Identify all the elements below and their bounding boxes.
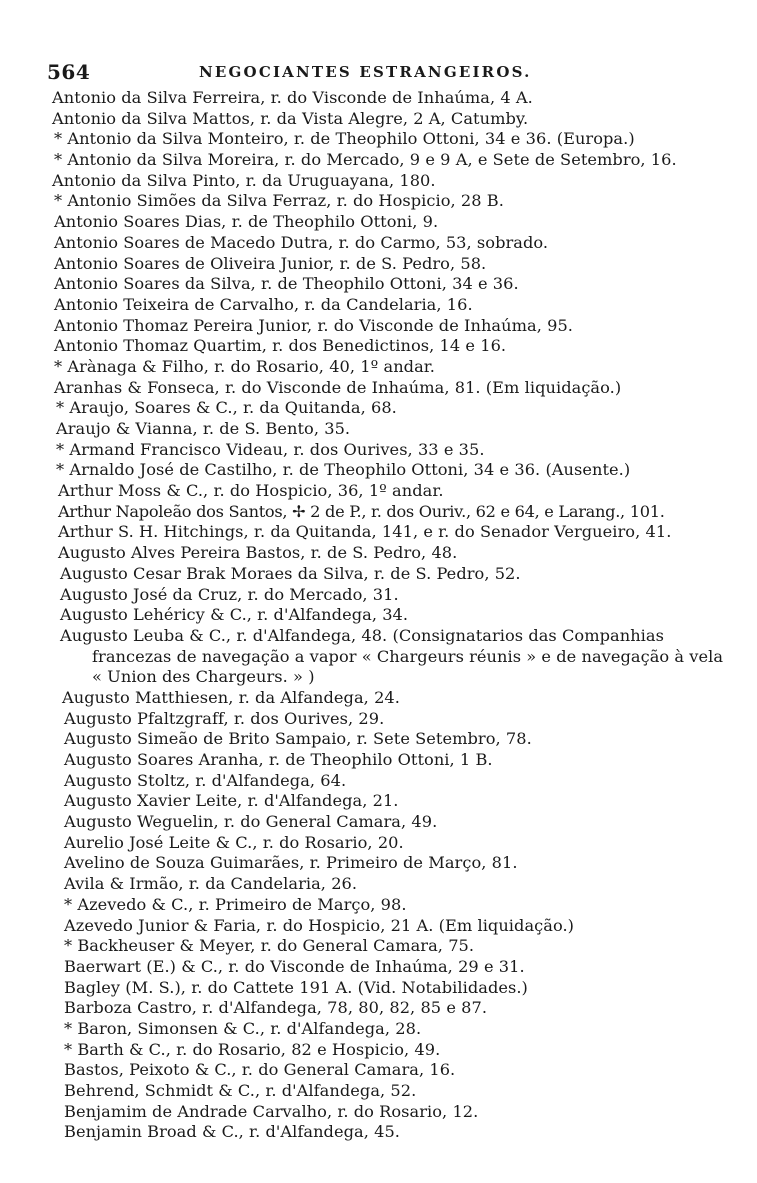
merchant-entry: Augusto Leuba & C., r. d'Alfandega, 48. (Consignatarios das Companhias — [60, 625, 664, 645]
merchant-entry: * Arnaldo José de Castilho, r. de Theophilo Ottoni, 34 e 36. (Ausente.) — [56, 460, 631, 480]
merchant-entry: * Antonio da Silva Monteiro, r. de Theophilo Ottoni, 34 e 36. (Europa.) — [54, 129, 635, 149]
merchant-entry: Barboza Castro, r. d'Alfandega, 78, 80, 82, 85 e 87. — [64, 998, 488, 1018]
merchant-entry: Aurelio José Leite & C., r. do Rosario, 20. — [64, 832, 404, 852]
entry-continuation-line: francezas de navegação a vapor « Chargeurs réunis » e de navegação à vela — [92, 646, 724, 666]
merchant-entry: Bagley (M. S.), r. do Cattete 191 A. (Vid. Notabilidades.) — [64, 977, 528, 997]
merchant-entry: Baerwart (E.) & C., r. do Visconde de Inhaúma, 29 e 31. — [64, 956, 525, 976]
page-header — [47, 60, 707, 86]
merchant-entry: Antonio Soares de Oliveira Junior, r. de S. Pedro, 58. — [54, 253, 487, 273]
merchant-entry: Antonio Soares Dias, r. de Theophilo Ottoni, 9. — [54, 212, 439, 232]
entry-continuation-line: « Union des Chargeurs. » ) — [92, 667, 315, 687]
merchant-entry: * Araujo, Soares & C., r. da Quitanda, 68. — [56, 398, 397, 418]
merchant-entry: * Armand Francisco Videau, r. dos Ourives, 33 e 35. — [56, 439, 485, 459]
merchant-entry: Aranhas & Fonseca, r. do Visconde de Inhaúma, 81. (Em liquidação.) — [54, 377, 622, 397]
merchant-entry: * Antonio da Silva Moreira, r. do Mercado, 9 e 9 A, e Sete de Setembro, 16. — [54, 150, 677, 170]
merchant-entry: * Baron, Simonsen & C., r. d'Alfandega, 28. — [64, 1018, 422, 1038]
merchant-entry: Antonio Soares de Macedo Dutra, r. do Carmo, 53, sobrado. — [54, 232, 549, 252]
merchant-entry: Behrend, Schmidt & C., r. d'Alfandega, 52. — [64, 1081, 417, 1100]
merchant-entry: Bastos, Peixoto & C., r. do General Camara, 16. — [64, 1060, 456, 1080]
merchant-entry: Antonio da Silva Pinto, r. da Uruguayana, 180. — [52, 170, 436, 190]
merchant-entry: Azevedo Junior & Faria, r. do Hospicio, 21 A. (Em liquidação.) — [64, 915, 575, 935]
page-number: 564 — [47, 60, 91, 84]
merchant-entry: Antonio da Silva Ferreira, r. do Visconde de Inhaúma, 4 A. — [52, 88, 533, 107]
merchant-entry: Avelino de Souza Guimarães, r. Primeiro de Março, 81. — [64, 853, 518, 873]
merchant-entry: * Antonio Simões da Silva Ferraz, r. do Hospicio, 28 B. — [54, 191, 504, 211]
merchant-entry: Antonio Thomaz Pereira Junior, r. do Visconde de Inhaúma, 95. — [54, 315, 573, 335]
merchant-entry: Augusto Pfaltzgraff, r. dos Ourives, 29. — [64, 708, 385, 728]
merchant-entry: * Backheuser & Meyer, r. do General Camara, 75. — [64, 936, 475, 956]
merchant-entry: Augusto Weguelin, r. do General Camara, 49. — [64, 812, 438, 832]
merchant-entry: Augusto Soares Aranha, r. de Theophilo Ottoni, 1 B. — [64, 750, 493, 769]
merchant-entry: * Barth & C., r. do Rosario, 82 e Hospicio, 49. — [64, 1039, 441, 1059]
merchant-entry: Augusto José da Cruz, r. do Mercado, 31. — [60, 584, 399, 604]
merchant-entry: Arthur S. H. Hitchings, r. da Quitanda, 141, e r. do Senador Vergueiro, 41. — [58, 522, 672, 542]
merchant-entry: Arthur Moss & C., r. do Hospicio, 36, 1º andar. — [58, 481, 444, 501]
merchant-list — [52, 88, 724, 1143]
merchant-entry: Augusto Xavier Leite, r. d'Alfandega, 21. — [64, 791, 399, 811]
merchant-entry: Avila & Irmão, r. da Candelaria, 26. — [64, 874, 358, 894]
merchant-entry: Arthur Napoleão dos Santos, ✢ 2 de P., r. dos Ouriv., 62 e 64, e Larang., 101. — [58, 501, 665, 521]
merchant-entry: * Azevedo & C., r. Primeiro de Março, 98. — [64, 894, 407, 914]
merchant-entry: Antonio da Silva Mattos, r. da Vista Alegre, 2 A, Catumby. — [52, 108, 529, 128]
merchant-entry: Augusto Lehéricy & C., r. d'Alfandega, 34. — [60, 605, 409, 625]
merchant-entry: Benjamim de Andrade Carvalho, r. do Rosario, 12. — [64, 1101, 479, 1121]
merchant-entry: * Arànaga & Filho, r. do Rosario, 40, 1º andar. — [54, 356, 435, 376]
running-head: NEGOCIANTES ESTRANGEIROS. — [199, 63, 532, 81]
merchant-entry: Araujo & Vianna, r. de S. Bento, 35. — [56, 419, 351, 438]
merchant-entry: Antonio Teixeira de Carvalho, r. da Candelaria, 16. — [54, 294, 473, 314]
merchant-entry: Antonio Soares da Silva, r. de Theophilo Ottoni, 34 e 36. — [54, 274, 519, 294]
merchant-entry: Augusto Cesar Brak Moraes da Silva, r. de S. Pedro, 52. — [60, 563, 521, 583]
merchant-entry: Augusto Alves Pereira Bastos, r. de S. Pedro, 48. — [58, 543, 458, 563]
merchant-entry: Augusto Matthiesen, r. da Alfandega, 24. — [62, 687, 400, 707]
merchant-entry: Benjamin Broad & C., r. d'Alfandega, 45. — [64, 1122, 400, 1142]
merchant-entry: Augusto Stoltz, r. d'Alfandega, 64. — [64, 770, 347, 790]
merchant-entry: Augusto Simeão de Brito Sampaio, r. Sete Setembro, 78. — [64, 729, 532, 749]
merchant-entry: Antonio Thomaz Quartim, r. dos Benedictinos, 14 e 16. — [54, 336, 507, 356]
